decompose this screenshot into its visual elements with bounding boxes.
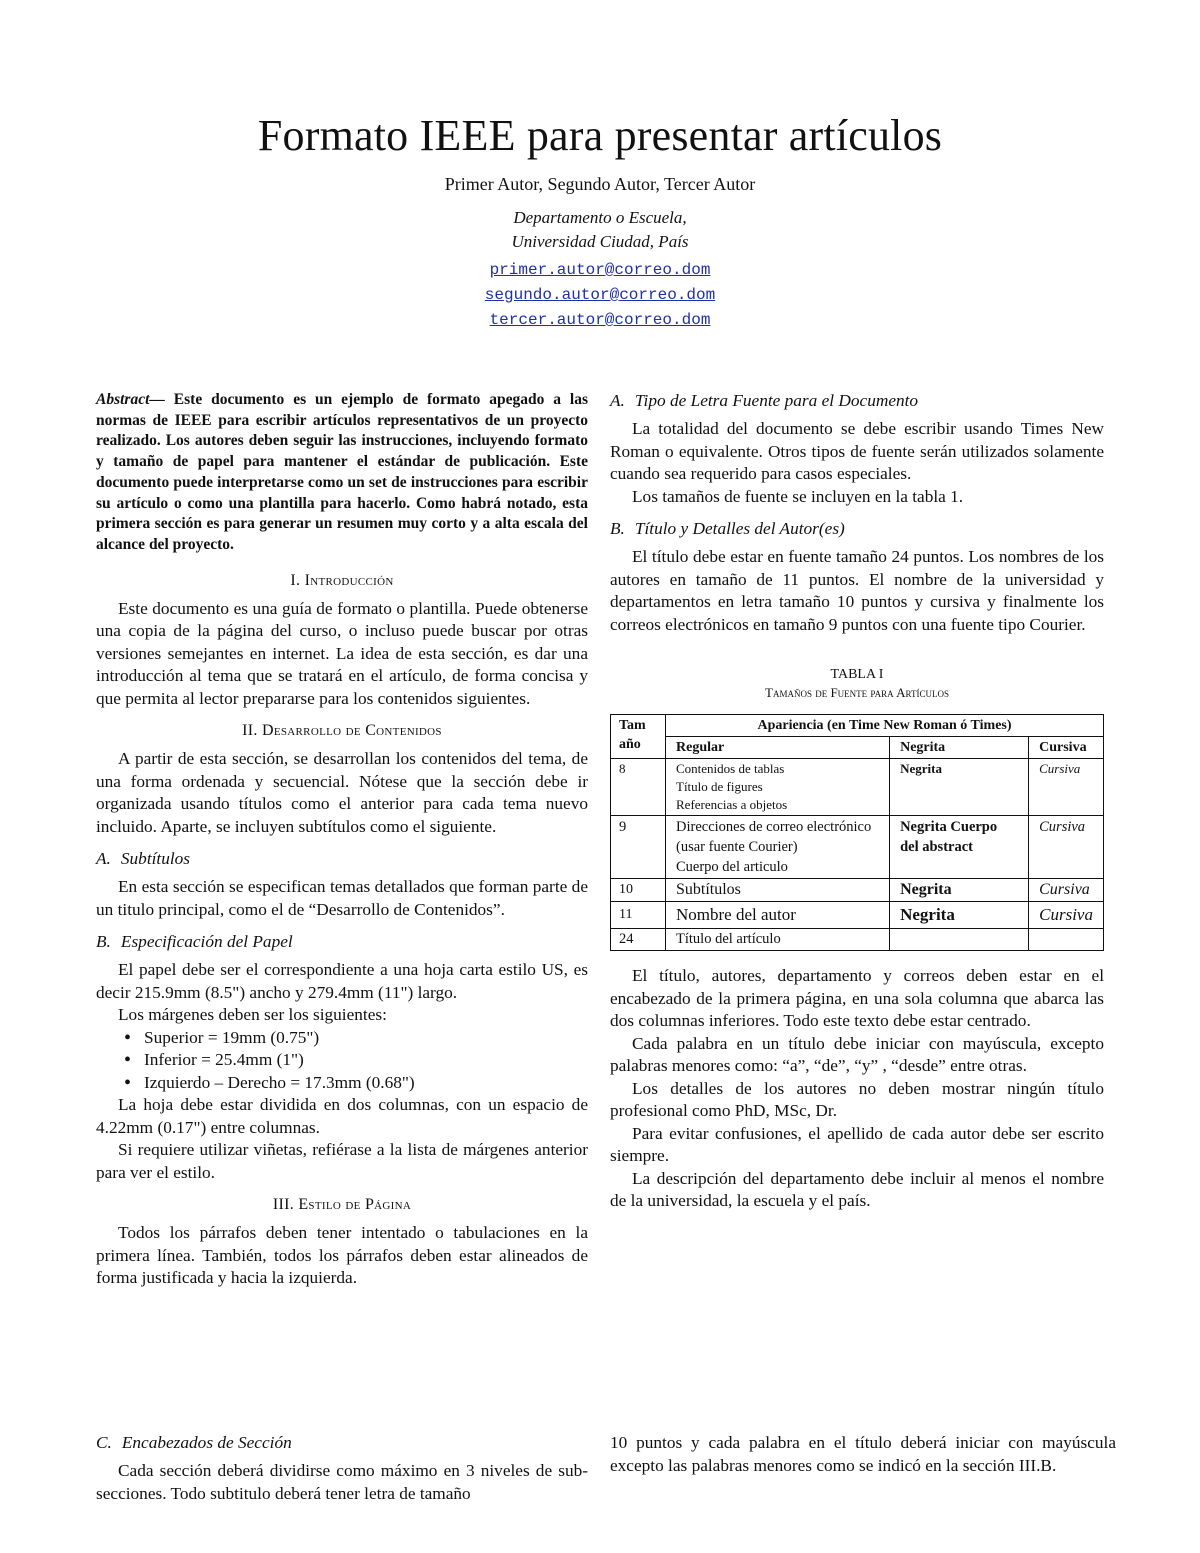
- abstract-text: Este documento es un ejemplo de formato apegado a las normas de IEEE para escribir artículos representativos de un proyecto realizado. Los autores deben seguir las instrucciones, incluyendo formato y tamaño de papel para mantener el estándar de publicación. Este documento puede interpretarse como un set de instrucciones para escribir su artículo o como una plantilla para hacerlo. Como habrá notado, esta primera sección es para generar un resumen muy corto y a alta escala del alcance del proyecto.: [96, 391, 588, 553]
- paragraph: La descripción del departamento debe incluir al menos el nombre de la universidad, la escuela y el país.: [610, 1168, 1104, 1210]
- table-title: Tamaños de Fuente para Artículos: [765, 685, 949, 700]
- section-heading-intro: I. Introducción: [290, 571, 394, 589]
- list-item: • Superior = 19mm (0.75"): [124, 1027, 588, 1050]
- paragraph: A partir de esta sección, se desarrollan los contenidos del tema, de una forma ordenada y secuencial. Nótese que la sección debe ir organizada usando títulos como el anterior para cada tema nuevo incluido. Aparte, se incluyen subtítulos como el siguiente.: [96, 749, 588, 836]
- table-row: 9 Direcciones de correo electrónico (usar fuente Courier) Cuerpo del articulo Negrita Cuerpo del abstract Cursiva: [611, 816, 1104, 879]
- paragraph-continuation: 10 puntos y cada palabra en el título deberá iniciar con mayúscula excepto las palabras menores como se indicó en la sección III.B.: [610, 1433, 1116, 1475]
- list-item: • Inferior = 25.4mm (1"): [124, 1049, 588, 1072]
- affiliation: [0, 206, 1200, 254]
- subsection-heading-titulo-autor: B. Título y Detalles del Autor(es): [610, 519, 845, 538]
- header-size: Tam año: [611, 715, 666, 759]
- paragraph: El título, autores, departamento y correos deben estar en el encabezado de la primera página, en una sola columna que abarca las dos columnas inferiores. Todo este texto debe estar centrado.: [610, 966, 1104, 1030]
- table-row: 10 Subtítulos Negrita Cursiva: [611, 879, 1104, 902]
- paragraph: Los detalles de los autores no deben mostrar ningún título profesional como PhD, MSc, Dr.: [610, 1078, 1104, 1120]
- paragraph: Este documento es una guía de formato o plantilla. Puede obtenerse una copia de la página del curso, o incluso puede buscar por otras versiones semejantes en internet. La idea de esta sección, es dar una introducción al tema que se tratará en el artículo, de forma concisa y que permita al lector prepararse para los contenidos siguientes.: [96, 598, 588, 708]
- margins-list: [96, 1027, 588, 1095]
- paragraph: El papel debe ser el correspondiente a una hoja carta estilo US, es decir 215.9mm (8.5") ancho y 279.4mm (11") largo.: [96, 960, 588, 1002]
- subsection-heading-encabezados: C. Encabezados de Sección: [96, 1433, 292, 1452]
- abstract: [96, 390, 588, 556]
- header-regular: Regular: [666, 737, 890, 759]
- left-column-bottom: [96, 1432, 588, 1505]
- font-size-table: [610, 714, 1104, 951]
- paragraph: Cada palabra en un título debe iniciar con mayúscula, excepto palabras menores como: “a”, “de”, “y” , “desde” entre otras.: [610, 1033, 1104, 1075]
- right-column: [610, 390, 1104, 1213]
- table-row: 11 Nombre del autor Negrita Cursiva: [611, 902, 1104, 929]
- table-row: 8 Contenidos de tablas Título de figures Referencias a objetos Negrita Cursiva: [611, 759, 1104, 816]
- email-link[interactable]: primer.autor@correo.dom: [489, 261, 711, 279]
- university: Universidad Ciudad, País: [511, 232, 689, 251]
- header-appearance: Apariencia (en Time New Roman ó Times): [666, 715, 1104, 737]
- paper-title: Formato IEEE para presentar artículos: [257, 111, 943, 160]
- table-caption: [610, 666, 1104, 702]
- table-number: TABLA I: [830, 667, 884, 682]
- list-item: • Izquierdo – Derecho = 17.3mm (0.68"): [124, 1072, 588, 1095]
- table-header-row: [611, 715, 1104, 737]
- author-list: Primer Autor, Segundo Autor, Tercer Autor: [444, 174, 756, 194]
- paragraph: En esta sección se especifican temas detallados que forman parte de un titulo principal, como el de “Desarrollo de Contenidos”.: [96, 877, 588, 919]
- paragraph: Si requiere utilizar viñetas, refiérase a la lista de márgenes anterior para ver el estilo.: [96, 1140, 588, 1182]
- section-heading-estilo: III. Estilo de Página: [272, 1196, 412, 1214]
- section-heading-desarrollo: II. Desarrollo de Contenidos: [242, 722, 442, 740]
- table-row: 24 Título del artículo: [611, 929, 1104, 951]
- subsection-heading-tipo-letra: A. Tipo de Letra Fuente para el Documento: [610, 391, 919, 410]
- paragraph: La hoja debe estar dividida en dos columnas, con un espacio de 4.22mm (0.17") entre columnas.: [96, 1095, 588, 1137]
- left-column: [96, 390, 588, 1290]
- header-italic: Cursiva: [1029, 737, 1104, 759]
- paragraph: Todos los párrafos deben tener intentado o tabulaciones en la primera línea. También, todos los párrafos deben estar alineados de forma justificada y hacia la izquierda.: [96, 1223, 588, 1288]
- paragraph: La totalidad del documento se debe escribir usando Times New Roman o equivalente. Otros tipos de fuente serán utilizados solamente cuando sea requerido para casos especiales.: [610, 419, 1104, 483]
- paragraph: Para evitar confusiones, el apellido de cada autor debe ser escrito siempre.: [610, 1123, 1104, 1165]
- paragraph: Los tamaños de fuente se incluyen en la tabla 1.: [632, 486, 964, 506]
- right-column-bottom: [610, 1432, 1116, 1477]
- department: Departamento o Escuela,: [513, 208, 687, 227]
- subsection-heading-papel: B. Especificación del Papel: [96, 932, 293, 952]
- paragraph: El título debe estar en fuente tamaño 24 puntos. Los nombres de los autores en tamaño de 11 puntos. El nombre de la universidad y departamentos en letra tamaño 10 puntos y cursiva y finalmente los correos electrónicos en tamaño 9 puntos con una fuente tipo Courier.: [610, 547, 1104, 634]
- email-list: [0, 258, 1200, 333]
- abstract-lead: Abstract—: [96, 391, 165, 408]
- email-link[interactable]: tercer.autor@correo.dom: [489, 311, 711, 329]
- paragraph: Los márgenes deben ser los siguientes:: [118, 1005, 387, 1025]
- paragraph: Cada sección deberá dividirse como máximo en 3 niveles de sub-secciones. Todo subtitulo deberá tener letra de tamaño: [96, 1461, 588, 1503]
- header-bold: Negrita: [890, 737, 1029, 759]
- subsection-heading-subtitulos: A. Subtítulos: [96, 849, 191, 869]
- email-link[interactable]: segundo.autor@correo.dom: [484, 286, 716, 304]
- table-subheader-row: [611, 737, 1104, 759]
